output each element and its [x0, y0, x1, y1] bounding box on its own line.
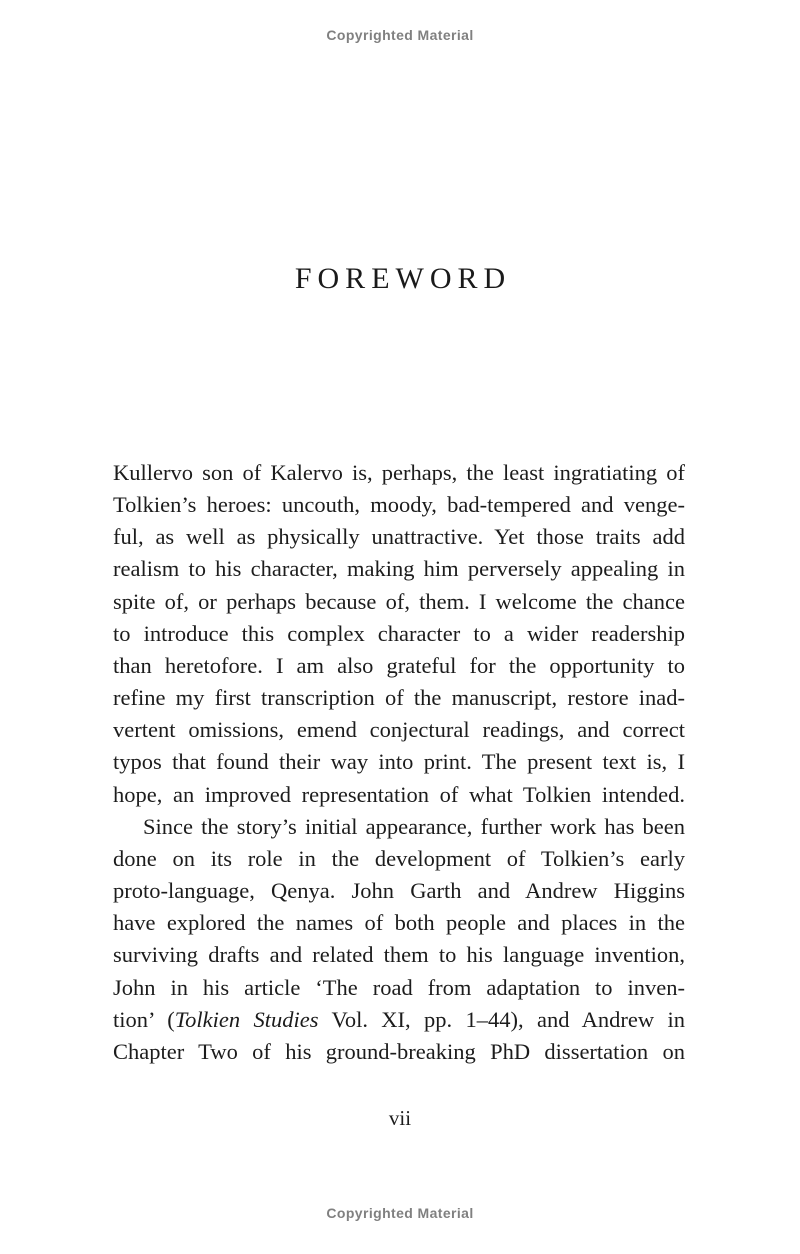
text-line: vertent omissions, emend conjectural readings, and correct	[113, 717, 685, 743]
text-line: surviving drafts and related them to his language invention,	[113, 942, 685, 968]
chapter-title: FOREWORD	[294, 262, 512, 295]
text-line: Kullervo son of Kalervo is, perhaps, the least ingratiating of	[113, 460, 685, 485]
text-line: ful, as well as physically unattractive. Yet those traits add	[113, 524, 685, 550]
text-line: than heretofore. I am also grateful for the opportunity to	[113, 652, 685, 678]
text-line: Since the story’s initial appearance, further work has been	[143, 813, 685, 839]
text-line: spite of, or perhaps because of, them. I welcome the chance	[113, 588, 685, 614]
body-text	[113, 457, 685, 1068]
text-line: proto-language, Qenya. John Garth and Andrew Higgins	[113, 878, 685, 904]
text-line: John in his article ‘The road from adaptation to inven-	[113, 974, 685, 1000]
copyright-watermark-bottom: Copyrighted Material	[326, 1205, 474, 1221]
text-line: refine my first transcription of the manuscript, restore inad-	[113, 685, 685, 711]
text-line: have explored the names of both people and places in the	[113, 910, 685, 936]
copyright-watermark-top: Copyrighted Material	[326, 27, 474, 43]
text-line: hope, an improved representation of what Tolkien intended.	[113, 781, 685, 807]
text-line: tion’ (Tolkien Studies Vol. XI, pp. 1–44), and Andrew in	[113, 1006, 686, 1032]
page-number: vii	[388, 1106, 412, 1130]
text-line: done on its role in the development of Tolkien’s early	[113, 845, 685, 871]
text-line: Tolkien’s heroes: uncouth, moody, bad-tempered and venge-	[113, 492, 685, 518]
text-line: typos that found their way into print. The present text is, I	[113, 749, 685, 775]
text-line: Chapter Two of his ground-breaking PhD dissertation on	[113, 1038, 685, 1064]
text-line: realism to his character, making him perversely appealing in	[113, 556, 685, 582]
text-line: to introduce this complex character to a wider readership	[113, 620, 685, 646]
